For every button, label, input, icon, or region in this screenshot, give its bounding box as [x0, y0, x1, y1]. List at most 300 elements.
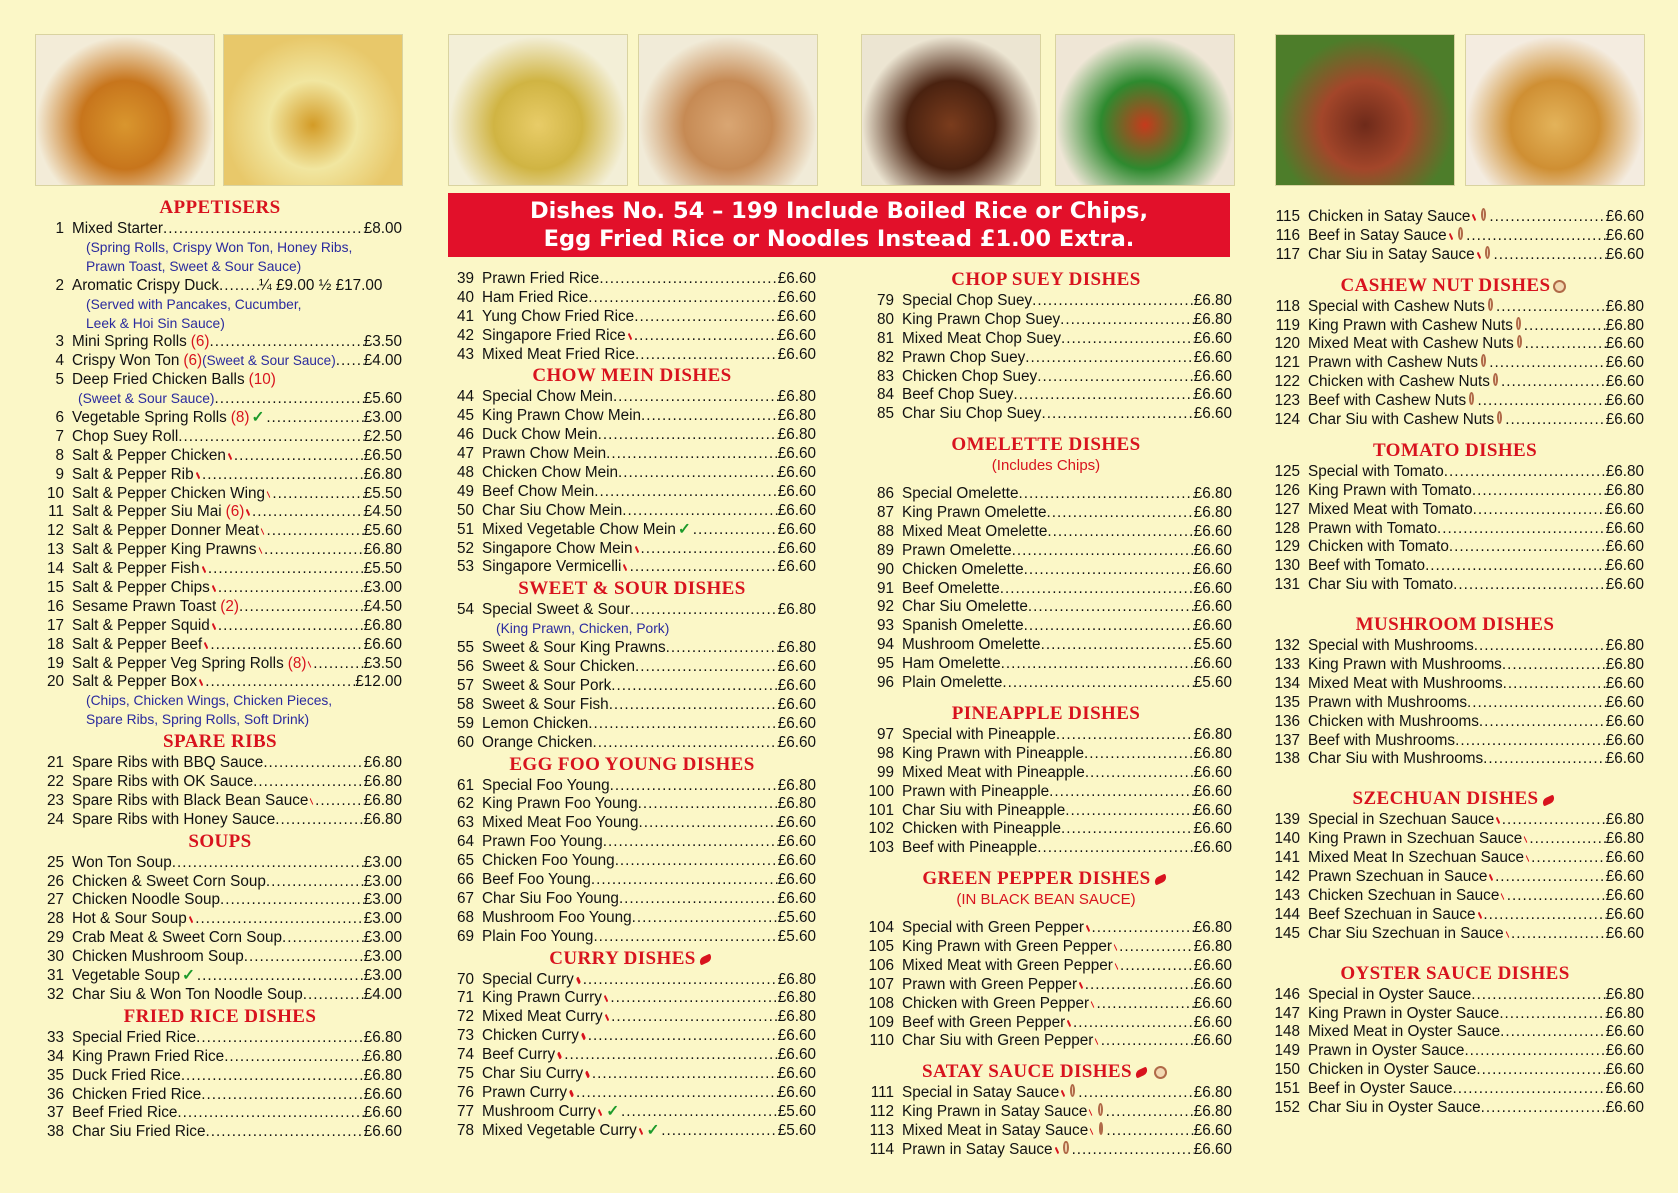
- item-price: £6.80: [777, 795, 816, 813]
- item-price: £6.60: [1193, 386, 1232, 404]
- leader-dots: [202, 466, 364, 485]
- item-price: £6.60: [1193, 329, 1232, 347]
- nut-icon: [1481, 208, 1486, 221]
- item-price: £6.60: [777, 814, 816, 832]
- item-name: Mixed Meat Curry: [482, 1008, 603, 1026]
- item-number: 79: [876, 292, 894, 309]
- item-name: Chicken Foo Young: [482, 852, 615, 870]
- chili-icon: [1054, 1147, 1059, 1154]
- item-price: £6.60: [363, 1085, 402, 1103]
- leader-dots: [1500, 1023, 1606, 1042]
- vegetarian-icon: ✓: [677, 520, 691, 538]
- chili-icon: [1134, 1067, 1149, 1079]
- item-number: 61: [456, 776, 474, 794]
- item-number: 29: [46, 929, 64, 947]
- item-name: Salt & Pepper Beef: [72, 635, 203, 653]
- menu-item: [860, 919, 1232, 938]
- leader-dots: [244, 948, 364, 967]
- leader-dots: [1049, 783, 1194, 802]
- item-number: 36: [46, 1085, 64, 1103]
- item-number: 133: [1274, 656, 1300, 674]
- leader-dots: [599, 270, 777, 289]
- item-price: £6.60: [1605, 519, 1644, 537]
- menu-item: [1266, 557, 1644, 576]
- item-number: 70: [456, 970, 474, 988]
- item-quantity: (8): [287, 654, 307, 672]
- leader-dots: [315, 792, 364, 811]
- item-number: 123: [1274, 392, 1300, 410]
- chili-icon: [698, 953, 713, 965]
- menu-item: [38, 1123, 402, 1142]
- item-price: £6.60: [1193, 1122, 1232, 1140]
- item-number: 11: [48, 503, 64, 521]
- item-price: £6.80: [777, 970, 816, 988]
- leader-dots: [1453, 1080, 1606, 1099]
- item-number: 114: [869, 1140, 894, 1158]
- item-number: 72: [456, 1008, 474, 1026]
- item-number: 37: [46, 1104, 64, 1122]
- menu-item: [448, 483, 816, 502]
- item-portion-prices: ¼ £9.00 ½ £17.00: [259, 276, 383, 294]
- section-title: [38, 196, 402, 220]
- item-name: Prawn with Cashew Nuts: [1308, 354, 1479, 372]
- item-number: 139: [1274, 811, 1300, 829]
- leader-dots: [275, 811, 364, 830]
- item-number: 138: [1274, 750, 1300, 768]
- section-title: [860, 433, 1232, 457]
- menu-item: [448, 658, 816, 677]
- leader-dots: [1483, 750, 1606, 769]
- item-name: Mixed Meat with Mushrooms: [1308, 674, 1503, 692]
- item-name: Mixed Meat with Green Pepper: [902, 956, 1113, 974]
- item-name: Char Siu with Cashew Nuts: [1308, 411, 1495, 429]
- item-price: £6.80: [363, 465, 402, 483]
- item-name: King Prawn in Satay Sauce: [902, 1103, 1088, 1121]
- item-price: £6.60: [1193, 560, 1232, 578]
- menu-item: [1266, 501, 1644, 520]
- spacer: [860, 910, 1232, 919]
- menu-item: [1266, 411, 1644, 430]
- menu-item: [1266, 317, 1644, 336]
- item-price: £6.80: [1193, 1103, 1232, 1121]
- chili-icon: [627, 333, 632, 340]
- leader-dots: [201, 1086, 364, 1105]
- spacer: [1266, 595, 1644, 604]
- chili-icon: [1472, 214, 1477, 221]
- chili-icon: [1476, 252, 1480, 259]
- chili-icon: [1091, 1001, 1095, 1008]
- item-price: £6.60: [1605, 849, 1644, 867]
- leader-dots: [1455, 732, 1606, 751]
- item-quantity: (6): [183, 352, 203, 370]
- item-number: 135: [1274, 693, 1300, 711]
- item-number: 67: [456, 889, 474, 907]
- item-number: 30: [46, 948, 64, 966]
- leader-dots: [197, 967, 364, 986]
- item-number: 18: [46, 635, 64, 653]
- menu-item: [448, 814, 816, 833]
- chili-icon: [1524, 836, 1528, 843]
- chili-icon: [211, 585, 216, 592]
- section-title: [448, 947, 816, 971]
- item-number: 51: [456, 520, 474, 538]
- item-name: Beef in Oyster Sauce: [1308, 1080, 1453, 1098]
- item-name: Mixed Meat Fried Rice: [482, 345, 636, 363]
- item-number: 26: [46, 872, 64, 890]
- item-number: 107: [868, 975, 894, 993]
- leader-dots: [1525, 335, 1606, 354]
- menu-item: [1266, 713, 1644, 732]
- item-price: £6.60: [777, 1064, 816, 1082]
- item-name: Prawn Chow Mein: [482, 445, 607, 463]
- leader-dots: [613, 388, 778, 407]
- menu-column-3: [860, 268, 1232, 1160]
- item-name: Char Siu Fried Rice: [72, 1123, 206, 1141]
- item-name: Special Omelette: [902, 485, 1019, 503]
- menu-item: [448, 407, 816, 426]
- section-title: [448, 364, 816, 388]
- item-price: £6.60: [1193, 1140, 1232, 1158]
- chili-icon: [310, 798, 314, 805]
- item-name: Salt & Pepper Rib: [72, 465, 194, 483]
- menu-item: [448, 540, 816, 559]
- item-name: Prawn in Oyster Sauce: [1308, 1042, 1465, 1060]
- leader-dots: [564, 1046, 777, 1065]
- item-name: Prawn Curry: [482, 1083, 567, 1101]
- item-price: £6.80: [1605, 830, 1644, 848]
- item-name: Special Sweet & Sour: [482, 601, 630, 619]
- item-name: Beef Chop Suey: [902, 386, 1014, 404]
- item-name: Beef with Pineapple: [902, 839, 1038, 857]
- nut-icon: [1098, 1103, 1103, 1116]
- menu-item: [860, 580, 1232, 599]
- item-price: £5.60: [777, 1121, 816, 1139]
- menu-item: [860, 1141, 1232, 1160]
- item-name: Beef with Tomato: [1308, 557, 1426, 575]
- item-name: Duck Chow Mein: [482, 426, 598, 444]
- leader-dots: [209, 333, 363, 352]
- item-number: 84: [876, 386, 894, 404]
- leader-dots: [1002, 674, 1193, 693]
- sweet-sour-pork-photo: [1055, 34, 1235, 186]
- spacer: [860, 476, 1232, 485]
- item-price: £5.60: [1193, 674, 1232, 692]
- menu-item: [860, 995, 1232, 1014]
- item-number: 35: [46, 1066, 64, 1084]
- leader-dots: [666, 639, 778, 658]
- leader-dots: [630, 558, 778, 577]
- item-price: £6.60: [1193, 348, 1232, 366]
- item-name: Won Ton Soup: [72, 853, 172, 871]
- section-title-text: SOUPS: [188, 830, 252, 852]
- leader-dots: [1024, 561, 1194, 580]
- item-price: £6.80: [1193, 292, 1232, 309]
- chili-icon: [1114, 963, 1118, 970]
- item-number: 62: [456, 795, 474, 813]
- menu-item: [1266, 227, 1644, 246]
- item-name: Chicken with Green Pepper: [902, 994, 1090, 1012]
- menu-item: [1266, 482, 1644, 501]
- lemon-chicken-photo: [223, 34, 403, 186]
- item-number: 122: [1274, 373, 1300, 391]
- menu-item: [448, 289, 816, 308]
- item-name: King Prawn Curry: [482, 989, 602, 1007]
- menu-item: [860, 1084, 1232, 1103]
- menu-item: [860, 617, 1232, 636]
- item-name: Char Siu Curry: [482, 1064, 584, 1082]
- leader-dots: [1489, 208, 1605, 227]
- section-title: [1266, 962, 1644, 986]
- section-title-text: SWEET & SOUR DISHES: [518, 578, 746, 600]
- item-note: Spare Ribs, Spring Rolls, Soft Drink): [86, 712, 310, 728]
- leader-dots: [1041, 636, 1194, 655]
- item-note: (Chips, Chicken Wings, Chicken Pieces,: [86, 693, 333, 709]
- menu-column-2: [448, 270, 816, 1141]
- item-number: 132: [1274, 637, 1300, 655]
- banner-line-1: Dishes No. 54 – 199 Include Boiled Rice or Chips,: [529, 198, 1148, 224]
- chili-icon: [638, 1128, 643, 1135]
- section-title-text: GREEN PEPPER DISHES: [922, 868, 1151, 890]
- item-name: King Prawn in Oyster Sauce: [1308, 1004, 1500, 1022]
- item-name: Sesame Prawn Toast: [72, 597, 217, 615]
- item-price: £6.60: [1605, 392, 1644, 410]
- item-quantity: (2): [220, 597, 239, 615]
- item-price: £6.60: [1193, 1013, 1232, 1031]
- item-name: Mixed Meat Omelette: [902, 522, 1048, 540]
- item-price: £6.60: [1193, 541, 1232, 559]
- item-price: £6.60: [1605, 712, 1644, 730]
- item-price: £6.60: [1605, 411, 1644, 429]
- item-name: Chicken Omelette: [902, 560, 1024, 578]
- menu-item: [38, 986, 402, 1005]
- chili-icon: [1089, 1109, 1093, 1116]
- spacer: [860, 424, 1232, 433]
- item-price: £4.50: [363, 597, 402, 615]
- item-price: £6.60: [777, 539, 816, 557]
- chili-icon: [1061, 1090, 1066, 1097]
- item-name: Mixed Meat with Pineapple: [902, 763, 1085, 781]
- menu-item: [860, 598, 1232, 617]
- menu-item: [1266, 298, 1644, 317]
- leader-dots: [1489, 354, 1606, 373]
- item-price: £6.80: [363, 541, 402, 559]
- item-name: Prawn in Satay Sauce: [902, 1140, 1053, 1158]
- menu-item: [1266, 538, 1644, 557]
- section-title-text: SPARE RIBS: [163, 731, 277, 753]
- item-name: Mixed Meat Foo Young: [482, 814, 639, 832]
- menu-item: [1266, 887, 1644, 906]
- leader-dots: [591, 871, 778, 890]
- item-name: Char Siu Szechuan in Sauce: [1308, 924, 1504, 942]
- item-number: 68: [456, 908, 474, 926]
- menu-item: [860, 839, 1232, 858]
- item-number: 74: [456, 1046, 474, 1064]
- menu-item: [860, 745, 1232, 764]
- spacer: [860, 693, 1232, 702]
- item-price: £6.60: [777, 464, 816, 482]
- menu-item: [38, 1048, 402, 1067]
- item-name: Chicken in Satay Sauce: [1308, 208, 1471, 225]
- menu-item: [1266, 1080, 1644, 1099]
- menu-item: [860, 311, 1232, 330]
- item-price: £6.80: [777, 388, 816, 406]
- item-price: £6.60: [777, 1083, 816, 1101]
- item-number: 24: [46, 810, 64, 828]
- leader-dots: [632, 909, 778, 928]
- menu-item: [1266, 811, 1644, 830]
- item-name: Prawn with Pineapple: [902, 782, 1050, 800]
- leader-dots: [593, 928, 777, 947]
- item-number: 71: [456, 989, 474, 1007]
- item-name: Singapore Vermicelli: [482, 558, 622, 576]
- item-number: 101: [868, 801, 894, 819]
- leader-dots: [266, 409, 363, 428]
- item-number: 65: [456, 852, 474, 870]
- item-price: £6.80: [1193, 725, 1232, 743]
- item-price: £6.60: [1605, 373, 1644, 391]
- item-price: £6.60: [1605, 208, 1644, 225]
- item-number: 109: [868, 1013, 894, 1031]
- item-number: 137: [1274, 731, 1300, 749]
- leader-dots: [610, 777, 778, 796]
- item-name: King Prawn with Mushrooms: [1308, 656, 1502, 674]
- item-name: Mixed Vegetable Chow Mein: [482, 520, 676, 538]
- menu-item: [1266, 392, 1644, 411]
- leader-dots: [1041, 405, 1193, 424]
- item-number: 8: [55, 446, 64, 464]
- item-name: Chicken Noodle Soup: [72, 891, 220, 909]
- item-name: Mini Spring Rolls: [72, 333, 187, 351]
- item-price: £6.60: [1605, 500, 1644, 518]
- item-name: Sweet & Sour Fish: [482, 695, 609, 713]
- item-name: Chicken Chow Mein: [482, 464, 619, 482]
- menu-item: [860, 976, 1232, 995]
- section-title: [1266, 274, 1644, 298]
- item-name: Chicken with Tomato: [1308, 538, 1449, 556]
- item-price: £5.60: [777, 1102, 816, 1120]
- item-number: 140: [1274, 830, 1300, 848]
- item-note: Prawn Toast, Sweet & Sour Sauce): [86, 258, 302, 274]
- item-price: £6.60: [1605, 905, 1644, 923]
- menu-item: [860, 542, 1232, 561]
- item-price: £3.00: [363, 578, 402, 596]
- item-number: 63: [456, 814, 474, 832]
- spacer: [1266, 778, 1644, 787]
- item-number: 90: [876, 560, 894, 578]
- item-number: 93: [876, 617, 894, 635]
- item-name: Special with Cashew Nuts: [1308, 297, 1485, 315]
- chili-icon: [585, 1071, 590, 1078]
- item-name: Chicken Szechuan in Sauce: [1308, 886, 1500, 904]
- section-subtitle: (IN BLACK BEAN SAUCE): [956, 891, 1136, 909]
- leader-dots: [1501, 373, 1606, 392]
- item-name: Char Siu Foo Young: [482, 889, 619, 907]
- item-price: £6.60: [777, 889, 816, 907]
- item-price: £3.00: [363, 891, 402, 909]
- item-number: 20: [46, 673, 64, 691]
- leader-dots: [592, 1065, 778, 1084]
- leader-dots: [1091, 919, 1193, 938]
- leader-dots: [210, 636, 363, 655]
- leader-dots: [1061, 330, 1194, 349]
- leader-dots: [598, 426, 778, 445]
- chili-icon: [204, 642, 209, 649]
- nut-icon: [1493, 373, 1498, 386]
- menu-column-4: [1266, 208, 1644, 1118]
- leader-dots: [661, 1122, 777, 1141]
- leader-dots: [181, 1067, 364, 1086]
- leader-dots: [1106, 1103, 1194, 1122]
- menu-item: [860, 1014, 1232, 1033]
- menu-item: [38, 466, 402, 485]
- item-number: 111: [870, 1084, 894, 1102]
- leader-dots: [336, 352, 364, 371]
- item-name: Beef with Cashew Nuts: [1308, 392, 1467, 410]
- nut-icon: [1516, 317, 1521, 330]
- menu-item: [448, 639, 816, 658]
- item-name: Salt & Pepper Chicken: [72, 446, 226, 464]
- leader-dots: [1065, 802, 1193, 821]
- spacer: [1266, 944, 1644, 953]
- item-name: Special in Satay Sauce: [902, 1084, 1060, 1102]
- item-price: £6.60: [777, 870, 816, 888]
- item-name: Mixed Meat In Szechuan Sauce: [1308, 849, 1524, 867]
- leader-dots: [282, 929, 364, 948]
- item-price: £12.00: [355, 673, 402, 691]
- item-number: 134: [1274, 674, 1300, 692]
- item-name: Salt & Pepper King Prawns: [72, 541, 257, 559]
- spacer: [1266, 953, 1644, 962]
- menu-item: [38, 503, 402, 522]
- menu-item: [448, 696, 816, 715]
- nut-icon: [1488, 298, 1493, 311]
- item-number: 66: [456, 870, 474, 888]
- item-price: £6.60: [1605, 354, 1644, 372]
- section-title: [860, 867, 1232, 891]
- chili-icon: [557, 1052, 563, 1060]
- menu-item: [1266, 925, 1644, 944]
- item-price: £6.60: [1193, 782, 1232, 800]
- section-title: [38, 1005, 402, 1029]
- chili-icon: [1079, 982, 1083, 989]
- leader-dots: [1499, 1005, 1605, 1024]
- item-price: £5.50: [363, 484, 402, 502]
- item-name: Char Siu with Tomato: [1308, 576, 1454, 594]
- item-name: Spare Ribs with Black Bean Sauce: [72, 791, 309, 809]
- item-name: Ham Fried Rice: [482, 288, 589, 306]
- item-name: Mushroom Foo Young: [482, 908, 632, 926]
- chili-icon: [308, 661, 312, 668]
- menu-item: [448, 327, 816, 346]
- item-price: £6.60: [1605, 693, 1644, 711]
- item-number: 39: [456, 270, 474, 287]
- menu-item: [860, 504, 1232, 523]
- item-number: 46: [456, 426, 474, 444]
- item-price: £5.50: [363, 560, 402, 578]
- menu-item: [1266, 576, 1644, 595]
- item-name: Sweet & Sour Chicken: [482, 658, 636, 676]
- item-number: 64: [456, 833, 474, 851]
- item-number: 9: [55, 465, 64, 483]
- menu-item: [448, 890, 816, 909]
- chili-icon: [604, 995, 609, 1002]
- item-name: Prawn Foo Young: [482, 833, 603, 851]
- leader-dots: [1001, 655, 1194, 674]
- item-name: Spanish Omelette: [902, 617, 1024, 635]
- item-price: £6.80: [1605, 637, 1644, 655]
- menu-item: [38, 485, 402, 504]
- menu-item: [448, 795, 816, 814]
